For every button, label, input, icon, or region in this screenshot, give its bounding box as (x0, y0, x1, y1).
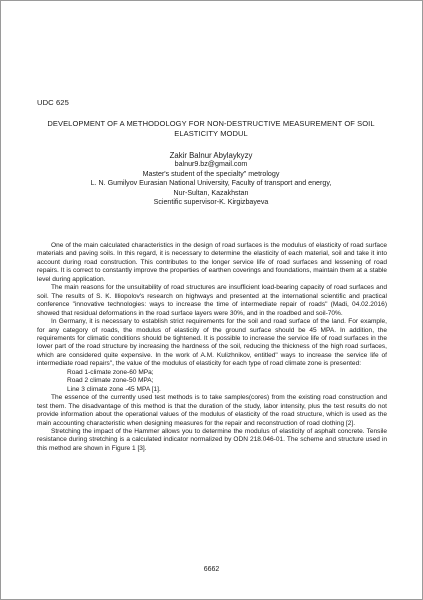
udc-code: UDC 625 (37, 98, 69, 107)
list-item-zone-3: Line 3 climate zone -45 MPA [1]. (67, 385, 161, 393)
scientific-supervisor: Scientific supervisor-K. Kirgizbayeva (153, 198, 269, 207)
paragraph-4: The essence of the currently used test methods is to take samples(cores) from the existing road construction and test them. The disadvantage of this method is that the duration of the study, labor intensity, plus the test results do not provide information about the operational values of the modulus of elasticity of the road structure, which is used as the main accounting characteristic when designing measures for the repair and reconstruction of road clothing [2]. (37, 394, 387, 427)
author-position: Master's student of the specialty" metrology (142, 169, 280, 178)
paragraph-1: One of the main calculated characteristics in the design of road surfaces is the modulus of elasticity of road surface materials and paving soils. In this regard, it is necessary to determine the elasticity of each material, soil and take it into account during road construction. This contributes to the longer service life of road surfaces and lessening of road repairs. It is correct to constantly improve the properties of earthen coverings and foundations, maintain them at a stable level during application. (37, 242, 387, 283)
list-item-zone-2: Road 2 climate zone-50 MPA; (67, 377, 154, 385)
author-name: Zakir Balnur Abylaykyzy (169, 151, 253, 160)
paper-title: DEVELOPMENT OF A METHODOLOGY FOR NON-DESTRUCTIVE MEASUREMENT OF SOIL ELASTICITY MODUL (47, 119, 375, 138)
paragraph-3: In Germany, it is necessary to establish strict requirements for the soil and road surface of the land. For example, for any category of roads, the modulus of elasticity of the ground surface should be 45 MPA. In addition, the requirements for climatic conditions should be tightened. It is possible to increase the service life of road surfaces in the lower part of the road structure by increasing the hardness of the soil, reducing the thickness of the high road surfaces, which are considered quite expensive. In the work of A.M. Kulizhnikov, entitled" ways to increase the service life of intermediate road repairs", the value of the modulus of elasticity for each type of road climate zone is presented: (37, 318, 387, 368)
author-affiliation-line1: L. N. Gumilyov Eurasian National University, Faculty of transport and energy, (90, 179, 332, 188)
author-affiliation-line2: Nur-Sultan, Kazakhstan (173, 188, 249, 197)
author-block (31, 151, 391, 207)
author-email: balnur9.bz@gmail.com (174, 160, 248, 169)
paragraph-2: The main reasons for the unsuitability of road structures are insufficient load-bearing capacity of road surfaces and soil. The results of S. K. Illiopolov's research on highways and presented at the international scientific and practical conference "innovative technologies: ways to increase the time of intermediate repair of roads" (Madi, 04.02.2016) showed that residual deformations in the road surface layers were 30%, and in the roadbed and soil-70%. (37, 284, 387, 317)
body-text (37, 242, 387, 453)
paragraph-5: Stretching the impact of the Hammer allows you to determine the modulus of elasticity of asphalt concrete. Tensile resistance during stretching is a calculated indicator normalized by ODN 218.046-01. The scheme and structure used in this method are shown in Figure 1 [3]. (37, 427, 387, 452)
list-item-zone-1: Road 1-climate zone-60 MPa; (67, 368, 154, 376)
page-number: 6662 (203, 566, 220, 573)
